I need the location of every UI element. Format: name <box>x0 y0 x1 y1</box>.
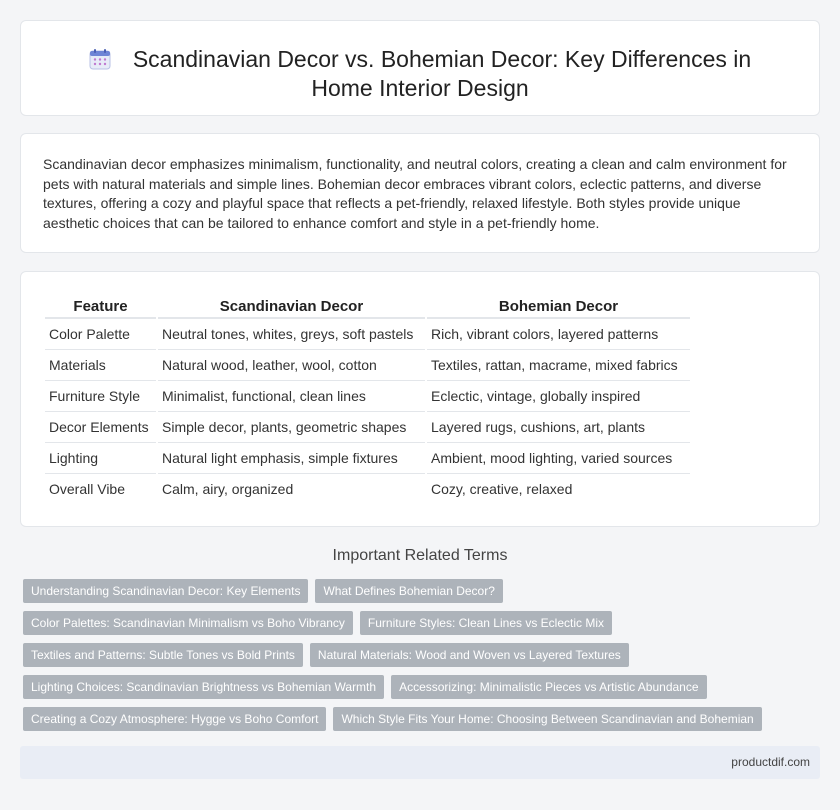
column-header-feature: Feature <box>45 296 156 318</box>
table-cell: Natural wood, leather, wool, cotton <box>158 349 425 380</box>
page-title: Scandinavian Decor vs. Bohemian Decor: Key Differences in Home Interior Design <box>132 46 752 101</box>
table-row <box>45 318 690 349</box>
table-cell: Rich, vibrant colors, layered patterns <box>427 318 690 349</box>
calendar-icon <box>89 48 111 70</box>
table-header-row <box>45 296 690 318</box>
tag-row <box>23 675 803 699</box>
table-row <box>45 442 690 473</box>
table-cell: Neutral tones, whites, greys, soft pastels <box>158 318 425 349</box>
tag-row <box>23 707 803 731</box>
comparison-table-card <box>20 271 820 527</box>
related-terms-heading: Important Related Terms <box>332 547 508 564</box>
related-term-link[interactable]: Color Palettes: Scandinavian Minimalism vs Boho Vibrancy <box>23 611 353 635</box>
related-term-link[interactable]: Lighting Choices: Scandinavian Brightness vs Bohemian Warmth <box>23 675 384 699</box>
page-title-wrap <box>21 45 819 103</box>
table-cell: Color Palette <box>45 318 156 349</box>
related-term-link[interactable]: Textiles and Patterns: Subtle Tones vs Bold Prints <box>23 643 303 667</box>
table-cell: Eclectic, vintage, globally inspired <box>427 380 690 411</box>
table-row <box>45 380 690 411</box>
intro-text: Scandinavian decor emphasizes minimalism, functionality, and neutral colors, creating a clean and calm environment for pets with natural materials and simple lines. Bohemian decor embraces vibrant colors, eclectic patterns, and diverse textures, offering a cozy and playful space that reflects a pet-friendly, relaxed lifestyle. Both styles provide unique aesthetic choices that can be tailored to enhance comfort and style in a pet-friendly home. <box>43 156 787 231</box>
related-term-link[interactable]: Furniture Styles: Clean Lines vs Eclectic Mix <box>360 611 612 635</box>
column-header-bohemian: Bohemian Decor <box>427 296 690 318</box>
table-cell: Decor Elements <box>45 411 156 442</box>
table-cell: Simple decor, plants, geometric shapes <box>158 411 425 442</box>
table-cell: Calm, airy, organized <box>158 473 425 504</box>
table-cell: Lighting <box>45 442 156 473</box>
related-term-link[interactable]: Which Style Fits Your Home: Choosing Between Scandinavian and Bohemian <box>333 707 761 731</box>
table-cell: Natural light emphasis, simple fixtures <box>158 442 425 473</box>
comparison-table <box>43 296 692 504</box>
tag-row <box>23 579 803 603</box>
header-card <box>20 20 820 116</box>
table-cell: Cozy, creative, relaxed <box>427 473 690 504</box>
table-cell: Textiles, rattan, macrame, mixed fabrics <box>427 349 690 380</box>
footer <box>20 746 820 779</box>
table-row <box>45 473 690 504</box>
related-term-link[interactable]: What Defines Bohemian Decor? <box>315 579 502 603</box>
related-term-link[interactable]: Accessorizing: Minimalistic Pieces vs Artistic Abundance <box>391 675 706 699</box>
tag-row <box>23 611 803 635</box>
related-term-link[interactable]: Creating a Cozy Atmosphere: Hygge vs Boho Comfort <box>23 707 326 731</box>
table-cell: Layered rugs, cushions, art, plants <box>427 411 690 442</box>
table-cell: Materials <box>45 349 156 380</box>
column-header-scandinavian: Scandinavian Decor <box>158 296 425 318</box>
intro-card <box>20 133 820 253</box>
table-row <box>45 411 690 442</box>
related-terms-list <box>23 579 803 739</box>
table-cell: Furniture Style <box>45 380 156 411</box>
related-term-link[interactable]: Understanding Scandinavian Decor: Key Elements <box>23 579 308 603</box>
table-cell: Minimalist, functional, clean lines <box>158 380 425 411</box>
table-cell: Ambient, mood lighting, varied sources <box>427 442 690 473</box>
tag-row <box>23 643 803 667</box>
table-cell: Overall Vibe <box>45 473 156 504</box>
table-row <box>45 349 690 380</box>
related-term-link[interactable]: Natural Materials: Wood and Woven vs Layered Textures <box>310 643 629 667</box>
footer-site-name: productdif.com <box>731 755 810 769</box>
